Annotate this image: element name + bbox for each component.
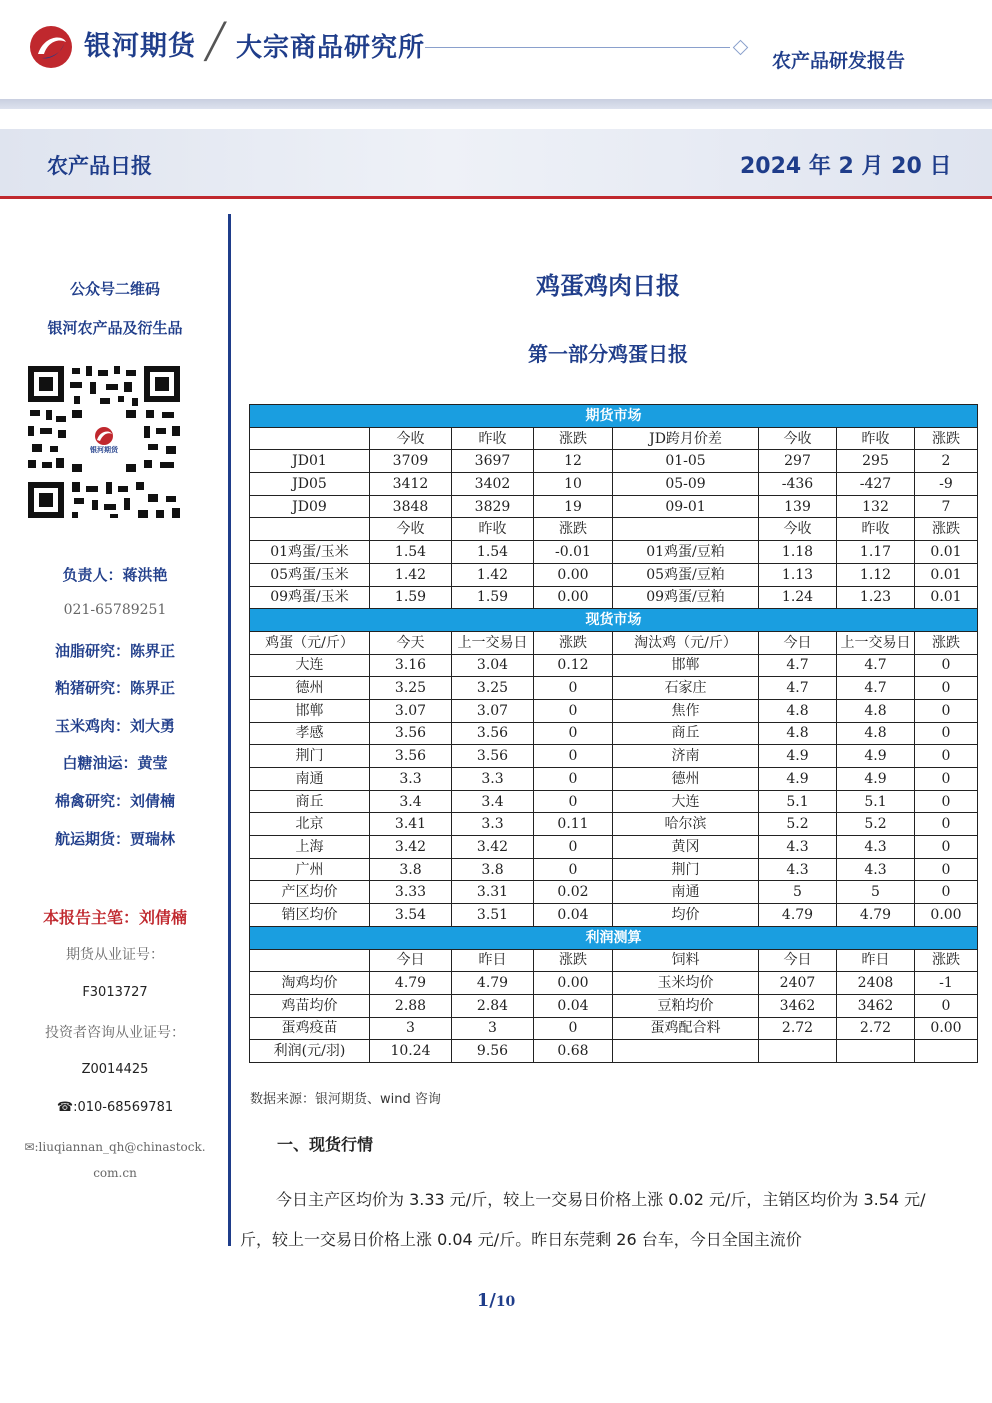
table-cell: 01鸡蛋/豆粕 (613, 541, 759, 564)
contact-cotton-poultry-label: 棉禽研究： (54, 792, 130, 810)
table-cell: 1.54 (452, 541, 534, 564)
report-author-name: 刘倩楠 (139, 908, 188, 927)
contact-oils (10, 640, 220, 661)
table-cell: -0.01 (534, 541, 613, 564)
table-cell: 鸡苗均价 (250, 994, 370, 1017)
table-cell: JD05 (250, 473, 370, 496)
table-header-cell: 涨跌 (534, 631, 613, 654)
contact-cotton-poultry (10, 790, 220, 811)
table-cell: 7 (915, 495, 978, 518)
table-cell: 3.07 (370, 699, 452, 722)
table-cell: -9 (915, 473, 978, 496)
table-cell: 3697 (452, 450, 534, 473)
table-cell: 3829 (452, 495, 534, 518)
table-cell: 0 (915, 745, 978, 768)
table-cell: 1.18 (759, 541, 837, 564)
table-cell: 上海 (250, 836, 370, 859)
contact-corn-chicken-name: 刘大勇 (130, 717, 176, 735)
contact-telephone: ☎:010-68569781 (56, 1100, 174, 1115)
table-cell: 0 (915, 813, 978, 836)
table-cell: 3.42 (370, 836, 452, 859)
table-cell: 0.02 (534, 881, 613, 904)
table-cell: 1.42 (452, 563, 534, 586)
report-author (10, 905, 220, 928)
table-cell: 4.3 (837, 836, 915, 859)
table-cell: 蛋鸡疫苗 (250, 1017, 370, 1040)
table-cell: 哈尔滨 (613, 813, 759, 836)
table-header-cell (250, 949, 370, 972)
table-cell: 19 (534, 495, 613, 518)
consult-license-number: Z0014425 (81, 1062, 149, 1077)
table-cell: 0 (915, 677, 978, 700)
table-cell: 3.3 (452, 768, 534, 791)
table-header-cell: 涨跌 (915, 518, 978, 541)
futures-header-row (250, 427, 978, 450)
table-cell: 4.79 (452, 972, 534, 995)
table-cell: 4.8 (837, 699, 915, 722)
table-cell: 1.24 (759, 586, 837, 609)
table-cell: 5.2 (837, 813, 915, 836)
table-cell: 淘鸡均价 (250, 972, 370, 995)
table-cell: 利润(元/羽) (250, 1040, 370, 1063)
table-cell: 4.9 (759, 745, 837, 768)
table-cell: 2.72 (759, 1017, 837, 1040)
table-header-cell: 昨日 (837, 949, 915, 972)
contact-cotton-poultry-name: 刘倩楠 (130, 792, 176, 810)
table-cell: 4.8 (759, 722, 837, 745)
table-cell: 3.4 (452, 790, 534, 813)
table-header-cell: 今日 (370, 949, 452, 972)
table-cell: 0 (915, 699, 978, 722)
report-title: 鸡蛋鸡肉日报 (536, 272, 680, 300)
table-cell: 1.12 (837, 563, 915, 586)
profit-section-row (250, 926, 978, 949)
table-cell: 产区均价 (250, 881, 370, 904)
table-cell: 3462 (759, 994, 837, 1017)
table-header-cell: 今收 (370, 427, 452, 450)
table-cell: 0 (534, 745, 613, 768)
table-cell: 09鸡蛋/豆粕 (613, 586, 759, 609)
table-cell: 4.79 (370, 972, 452, 995)
table-cell: 北京 (250, 813, 370, 836)
futures-section-title: 期货市场 (250, 405, 978, 428)
table-cell: 0.00 (915, 904, 978, 927)
table-cell: 4.7 (759, 677, 837, 700)
report-date: 2024 年 2 月 20 日 (740, 154, 952, 179)
table-cell: 0.11 (534, 813, 613, 836)
table-cell: 0.00 (534, 563, 613, 586)
table-cell: 3848 (370, 495, 452, 518)
table-cell: 南通 (250, 768, 370, 791)
table-header-cell: 上一交易日 (837, 631, 915, 654)
table-cell: 大连 (250, 654, 370, 677)
table-cell: 3.07 (452, 699, 534, 722)
table-cell: 荆门 (250, 745, 370, 768)
table-cell: 01-05 (613, 450, 759, 473)
data-source: 数据来源：银河期货、wind 咨询 (250, 1092, 441, 1107)
qr-logo-text: 银河期货 (90, 446, 118, 454)
table-header-cell: 今日 (759, 949, 837, 972)
table-cell: 0.01 (915, 541, 978, 564)
contact-phone: 021-65789251 (63, 602, 167, 618)
table-header-cell (250, 518, 370, 541)
table-cell: 0 (534, 722, 613, 745)
table-cell: 3462 (837, 994, 915, 1017)
consult-license-label: 投资者咨询从业证号： (45, 1025, 185, 1041)
qr-title: 公众号二维码 (69, 280, 160, 298)
table-row (250, 904, 978, 927)
table-cell: 广州 (250, 858, 370, 881)
page-number (0, 1290, 992, 1311)
table-header-cell (250, 427, 370, 450)
table-header-cell: 涨跌 (915, 949, 978, 972)
table-cell: 01鸡蛋/玉米 (250, 541, 370, 564)
table-cell: 3.8 (452, 858, 534, 881)
table-cell: 1.13 (759, 563, 837, 586)
spot-section-title: 现货市场 (250, 609, 978, 632)
table-cell: 3.56 (370, 745, 452, 768)
table-cell: 4.79 (837, 904, 915, 927)
page-total: 10 (495, 1294, 516, 1310)
table-cell: 4.8 (837, 722, 915, 745)
license-number: F3013727 (82, 985, 148, 1000)
table-cell: 4.3 (837, 858, 915, 881)
table-cell: JD09 (250, 495, 370, 518)
table-cell: 0 (915, 654, 978, 677)
egg-market-table (249, 404, 978, 1063)
table-cell: 2408 (837, 972, 915, 995)
table-cell: 商丘 (250, 790, 370, 813)
table-cell: 邯郸 (250, 699, 370, 722)
table-row (250, 563, 978, 586)
table-cell: 黄冈 (613, 836, 759, 859)
qr-code-icon (26, 364, 182, 520)
table-cell: 09鸡蛋/玉米 (250, 586, 370, 609)
institute-name: 大宗商品研究所 (236, 33, 426, 63)
table-cell: 3 (370, 1017, 452, 1040)
profit-header-row (250, 949, 978, 972)
sidebar-divider (228, 214, 231, 1246)
brand-name: 银河期货 (84, 31, 196, 62)
daily-report-name: 农产品日报 (47, 154, 152, 178)
table-cell: 1.59 (370, 586, 452, 609)
table-row (250, 541, 978, 564)
table-cell: 3 (452, 1017, 534, 1040)
table-header-cell: 今收 (759, 427, 837, 450)
futures-section-row (250, 405, 978, 428)
table-header-cell: 淘汰鸡（元/斤） (613, 631, 759, 654)
table-header-cell: 今天 (370, 631, 452, 654)
table-cell: 0.04 (534, 904, 613, 927)
table-header-cell (613, 518, 759, 541)
table-cell: 3.56 (370, 722, 452, 745)
table-cell: 0.01 (915, 586, 978, 609)
table-cell (837, 1040, 915, 1063)
table-header-cell: 涨跌 (534, 949, 613, 972)
table-cell: 0 (915, 768, 978, 791)
table-cell: 3.54 (370, 904, 452, 927)
table-row (250, 790, 978, 813)
table-cell: 1.59 (452, 586, 534, 609)
table-cell: 12 (534, 450, 613, 473)
contact-sugar-shipping-label: 白糖油运： (62, 754, 138, 772)
table-cell: 0 (534, 1017, 613, 1040)
table-cell: 孝感 (250, 722, 370, 745)
table-row (250, 495, 978, 518)
table-header-cell: 今收 (370, 518, 452, 541)
contact-email-line-1[interactable]: ✉:liuqiannan_qh@chinastock. (24, 1140, 206, 1154)
table-cell: 0 (915, 881, 978, 904)
table-cell: 2.88 (370, 994, 452, 1017)
contact-sugar-shipping-name: 黄莹 (137, 754, 168, 772)
contact-lead-name: 蒋洪艳 (122, 566, 168, 584)
table-cell: 焦作 (613, 699, 759, 722)
table-cell: 0.12 (534, 654, 613, 677)
table-header-cell: 昨收 (452, 427, 534, 450)
table-cell: 4.9 (837, 745, 915, 768)
table-cell: 2.84 (452, 994, 534, 1017)
galaxy-logo-icon (28, 24, 74, 70)
table-cell: 132 (837, 495, 915, 518)
contact-oils-label: 油脂研究： (54, 642, 130, 660)
table-header-cell: 涨跌 (534, 427, 613, 450)
table-header-cell: 上一交易日 (452, 631, 534, 654)
table-header-cell: 涨跌 (915, 631, 978, 654)
table-cell: 0 (915, 790, 978, 813)
table-row (250, 745, 978, 768)
table-cell: 1.23 (837, 586, 915, 609)
contact-oils-name: 陈界正 (130, 642, 176, 660)
page-current: 1/ (476, 1290, 496, 1311)
table-cell: 0 (534, 677, 613, 700)
table-cell: 0 (534, 768, 613, 791)
table-cell: 10.24 (370, 1040, 452, 1063)
table-cell: 济南 (613, 745, 759, 768)
table-cell: 2.72 (837, 1017, 915, 1040)
table-header-cell: 昨收 (837, 518, 915, 541)
table-cell: 大连 (613, 790, 759, 813)
table-cell: 3.31 (452, 881, 534, 904)
table-cell: 3.04 (452, 654, 534, 677)
table-cell: 297 (759, 450, 837, 473)
diamond-icon (733, 40, 749, 56)
header-slash: ╱ (205, 22, 226, 62)
report-type: 农产品研发报告 (772, 50, 906, 72)
table-cell: 3.3 (370, 768, 452, 791)
table-cell (759, 1040, 837, 1063)
table-cell: 3.16 (370, 654, 452, 677)
table-cell: 德州 (613, 768, 759, 791)
table-cell: 9.56 (452, 1040, 534, 1063)
table-cell: 5.1 (837, 790, 915, 813)
table-row (250, 1017, 978, 1040)
table-cell: 0.01 (915, 563, 978, 586)
table-cell: 139 (759, 495, 837, 518)
table-cell: 05-09 (613, 473, 759, 496)
profit-section-title: 利润测算 (250, 926, 978, 949)
table-cell: 3.25 (370, 677, 452, 700)
table-cell: 3412 (370, 473, 452, 496)
table-header-cell: 昨收 (452, 518, 534, 541)
table-cell: -436 (759, 473, 837, 496)
contact-corn-chicken (10, 715, 220, 736)
table-cell: 3.8 (370, 858, 452, 881)
table-cell: JD01 (250, 450, 370, 473)
table-cell: 荆门 (613, 858, 759, 881)
table-cell: 5 (759, 881, 837, 904)
contact-meal-hog (10, 677, 220, 698)
table-cell: 4.7 (759, 654, 837, 677)
license-label: 期货从业证号： (66, 947, 164, 963)
table-cell: 蛋鸡配合料 (613, 1017, 759, 1040)
table-cell: 玉米均价 (613, 972, 759, 995)
table-cell: 3.3 (452, 813, 534, 836)
ratio-header-row (250, 518, 978, 541)
table-row (250, 699, 978, 722)
section-subtitle: 第一部分鸡蛋日报 (528, 342, 688, 366)
table-cell: 4.8 (759, 699, 837, 722)
table-cell (613, 1040, 759, 1063)
table-cell: 南通 (613, 881, 759, 904)
table-cell: 均价 (613, 904, 759, 927)
table-cell: 3.51 (452, 904, 534, 927)
table-cell: 05鸡蛋/玉米 (250, 563, 370, 586)
table-cell: 4.9 (759, 768, 837, 791)
table-row (250, 473, 978, 496)
table-cell: -1 (915, 972, 978, 995)
spot-header-row (250, 631, 978, 654)
table-cell: 3.33 (370, 881, 452, 904)
contact-email-line-2[interactable]: com.cn (93, 1166, 137, 1180)
spot-section-heading: 一、现货行情 (277, 1135, 374, 1154)
table-cell (915, 1040, 978, 1063)
table-row (250, 722, 978, 745)
table-cell: 0.00 (534, 586, 613, 609)
table-cell: 1.54 (370, 541, 452, 564)
table-cell: 0 (534, 790, 613, 813)
table-cell: 0.00 (915, 1017, 978, 1040)
table-cell: 4.3 (759, 858, 837, 881)
table-cell: 0.04 (534, 994, 613, 1017)
table-header-cell: 今收 (759, 518, 837, 541)
table-header-cell: 昨日 (452, 949, 534, 972)
table-header-cell: JD跨月价差 (613, 427, 759, 450)
table-row (250, 1040, 978, 1063)
table-cell: 0 (915, 994, 978, 1017)
table-cell: 10 (534, 473, 613, 496)
qr-subtitle: 银河农产品及衍生品 (47, 319, 183, 337)
table-cell: 05鸡蛋/豆粕 (613, 563, 759, 586)
table-row (250, 654, 978, 677)
table-cell: 3.4 (370, 790, 452, 813)
table-cell: 0 (534, 699, 613, 722)
table-cell: 295 (837, 450, 915, 473)
header-rule (425, 47, 730, 48)
table-header-cell: 鸡蛋（元/斤） (250, 631, 370, 654)
table-cell: 商丘 (613, 722, 759, 745)
table-cell: 4.9 (837, 768, 915, 791)
table-row (250, 677, 978, 700)
table-cell: 销区均价 (250, 904, 370, 927)
table-row (250, 586, 978, 609)
table-row (250, 768, 978, 791)
table-row (250, 881, 978, 904)
table-cell: 3402 (452, 473, 534, 496)
table-cell: 0.00 (534, 972, 613, 995)
table-row (250, 450, 978, 473)
table-cell: 德州 (250, 677, 370, 700)
table-cell: 2 (915, 450, 978, 473)
table-cell: 0 (915, 836, 978, 859)
contact-freight-futures-label: 航运期货： (54, 830, 130, 848)
table-row (250, 858, 978, 881)
table-cell: 0 (915, 858, 978, 881)
contact-corn-chicken-label: 玉米鸡肉： (54, 717, 130, 735)
contact-meal-hog-label: 粕猪研究： (54, 679, 130, 697)
table-header-cell: 涨跌 (534, 518, 613, 541)
table-row (250, 813, 978, 836)
table-cell: 09-01 (613, 495, 759, 518)
table-cell: 1.42 (370, 563, 452, 586)
contact-freight-futures-name: 贾瑞林 (130, 830, 176, 848)
table-cell: 3.25 (452, 677, 534, 700)
contact-lead-label: 负责人： (62, 566, 123, 584)
spot-commentary: 今日主产区均价为 3.33 元/斤，较上一交易日价格上涨 0.02 元/斤，主销区均价为 3.54 元/斤，较上一交易日价格上涨 0.04 元/斤。昨日东莞剩 26 台车，今日全国主流价 (240, 1190, 926, 1249)
contact-sugar-shipping (10, 752, 220, 773)
table-cell: 1.17 (837, 541, 915, 564)
table-cell: 邯郸 (613, 654, 759, 677)
spot-section-row (250, 609, 978, 632)
table-row (250, 836, 978, 859)
table-header-cell: 今日 (759, 631, 837, 654)
table-cell: 5 (837, 881, 915, 904)
table-cell: 0.68 (534, 1040, 613, 1063)
contact-freight-futures (10, 828, 220, 849)
table-cell: 2407 (759, 972, 837, 995)
table-row (250, 994, 978, 1017)
report-author-label: 本报告主笔： (42, 908, 139, 927)
contact-lead (10, 564, 220, 585)
table-cell: 3.56 (452, 722, 534, 745)
contact-meal-hog-name: 陈界正 (130, 679, 176, 697)
table-row (250, 972, 978, 995)
table-cell: 4.7 (837, 654, 915, 677)
table-cell: -427 (837, 473, 915, 496)
table-cell: 5.1 (759, 790, 837, 813)
table-cell: 3.56 (452, 745, 534, 768)
table-cell: 0 (534, 858, 613, 881)
table-cell: 3.42 (452, 836, 534, 859)
title-band-rule (0, 196, 992, 199)
table-cell: 4.79 (759, 904, 837, 927)
table-cell: 0 (915, 722, 978, 745)
table-header-cell: 饲料 (613, 949, 759, 972)
table-cell: 5.2 (759, 813, 837, 836)
table-cell: 4.7 (837, 677, 915, 700)
table-header-cell: 涨跌 (915, 427, 978, 450)
table-cell: 0 (534, 836, 613, 859)
table-cell: 3.41 (370, 813, 452, 836)
table-cell: 3709 (370, 450, 452, 473)
table-header-cell: 昨收 (837, 427, 915, 450)
table-cell: 豆粕均价 (613, 994, 759, 1017)
header-band (0, 99, 992, 109)
table-cell: 4.3 (759, 836, 837, 859)
table-cell: 石家庄 (613, 677, 759, 700)
